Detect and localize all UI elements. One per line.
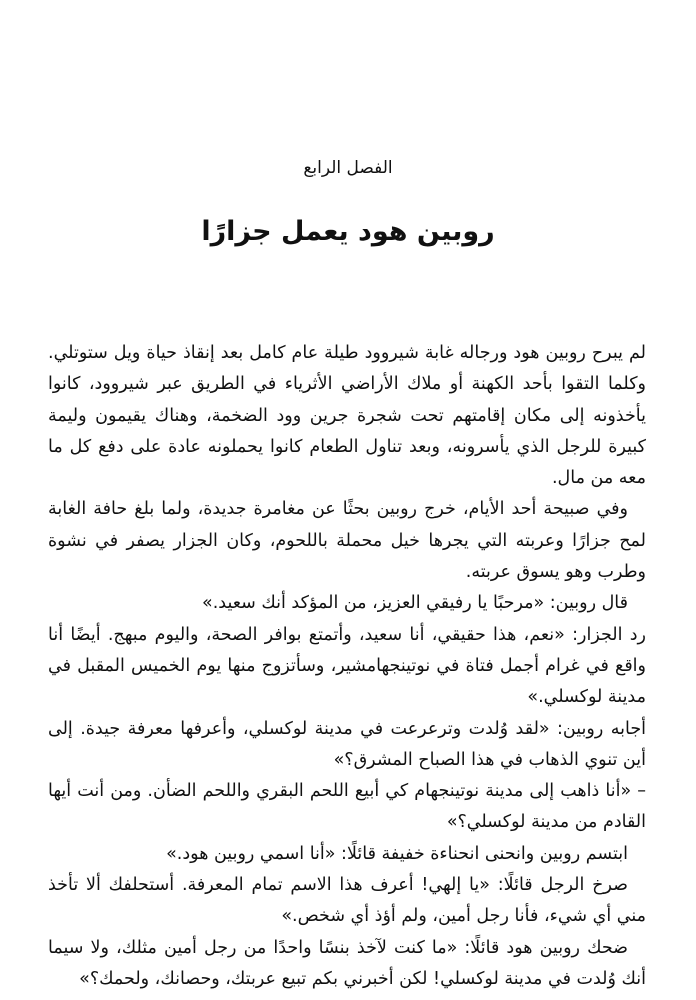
chapter-title: روبين هود يعمل جزارًا <box>201 216 495 247</box>
paragraph: أجابه روبين: «لقد وُلدت وترعرعت في مدينة لوكسلي، وأعرفها معرفة جيدة. إلى أين تنوي الذهاب في هذا الصباح المشرق؟» <box>48 718 646 770</box>
chapter-label: الفصل الرابع <box>303 158 393 178</box>
paragraph: ابتسم روبين وانحنى انحناءة خفيفة قائلًا: «أنا اسمي روبين هود.» <box>166 843 628 864</box>
paragraph: – «أنا ذاهب إلى مدينة نوتينجهام كي أبيع اللحم البقري واللحم الضأن. ومن أنت أيها القادم من مدينة لوكسلي؟» <box>48 781 646 833</box>
paragraph: وفي صبيحة أحد الأيام، خرج روبين بحثًا عن مغامرة جديدة، ولما بلغ حافة الغابة لمح جزارًا وعربته التي يجرها خيل محملة باللحوم، وكان الجزار يصفر في نشوة وطرب وهو يسوق عربته. <box>48 499 646 583</box>
paragraph: لم يبرح روبين هود ورجاله غابة شيروود طيلة عام كامل بعد إنقاذ حياة ويل ستوتلي. وكلما التقوا بأحد الكهنة أو ملاك الأراضي الأثرياء في الطريق عبر شيروود، كانوا يأخذونه إلى مكان إقامتهم تحت شجرة جرين وود الضخمة، وهناك يقيمون وليمة كبيرة للرجل الذي يأسرونه، وبعد تناول الطعام كانوا يحملونه عادة على دفع كل ما معه من مال. <box>48 343 646 489</box>
body-text <box>48 338 646 995</box>
paragraph: ضحك روبين هود قائلًا: «ما كنت لآخذ بنسًا واحدًا من رجل أمين مثلك، ولا سيما أنك وُلدت في مدينة لوكسلي! لكن أخبرني بكم تبيع عربتك، وحصانك، ولحمك؟» <box>48 937 646 989</box>
paragraph: رد الجزار: «نعم، هذا حقيقي، أنا سعيد، وأتمتع بوافر الصحة، واليوم مبهج. أيضًا أنا واقع في غرام أجمل فتاة في نوتينجهامشير، وسأتزوج منها يوم الخميس المقبل في مدينة لوكسلي.» <box>48 624 646 708</box>
paragraph: قال روبين: «مرحبًا يا رفيقي العزيز، من المؤكد أنك سعيد.» <box>201 593 628 614</box>
paragraph: صرخ الرجل قائلًا: «يا إلهي! أعرف هذا الاسم تمام المعرفة. أستحلفك ألا تأخذ مني أي شيء، فأنا رجل أمين، ولم أؤذ أي شخص.» <box>48 875 646 927</box>
